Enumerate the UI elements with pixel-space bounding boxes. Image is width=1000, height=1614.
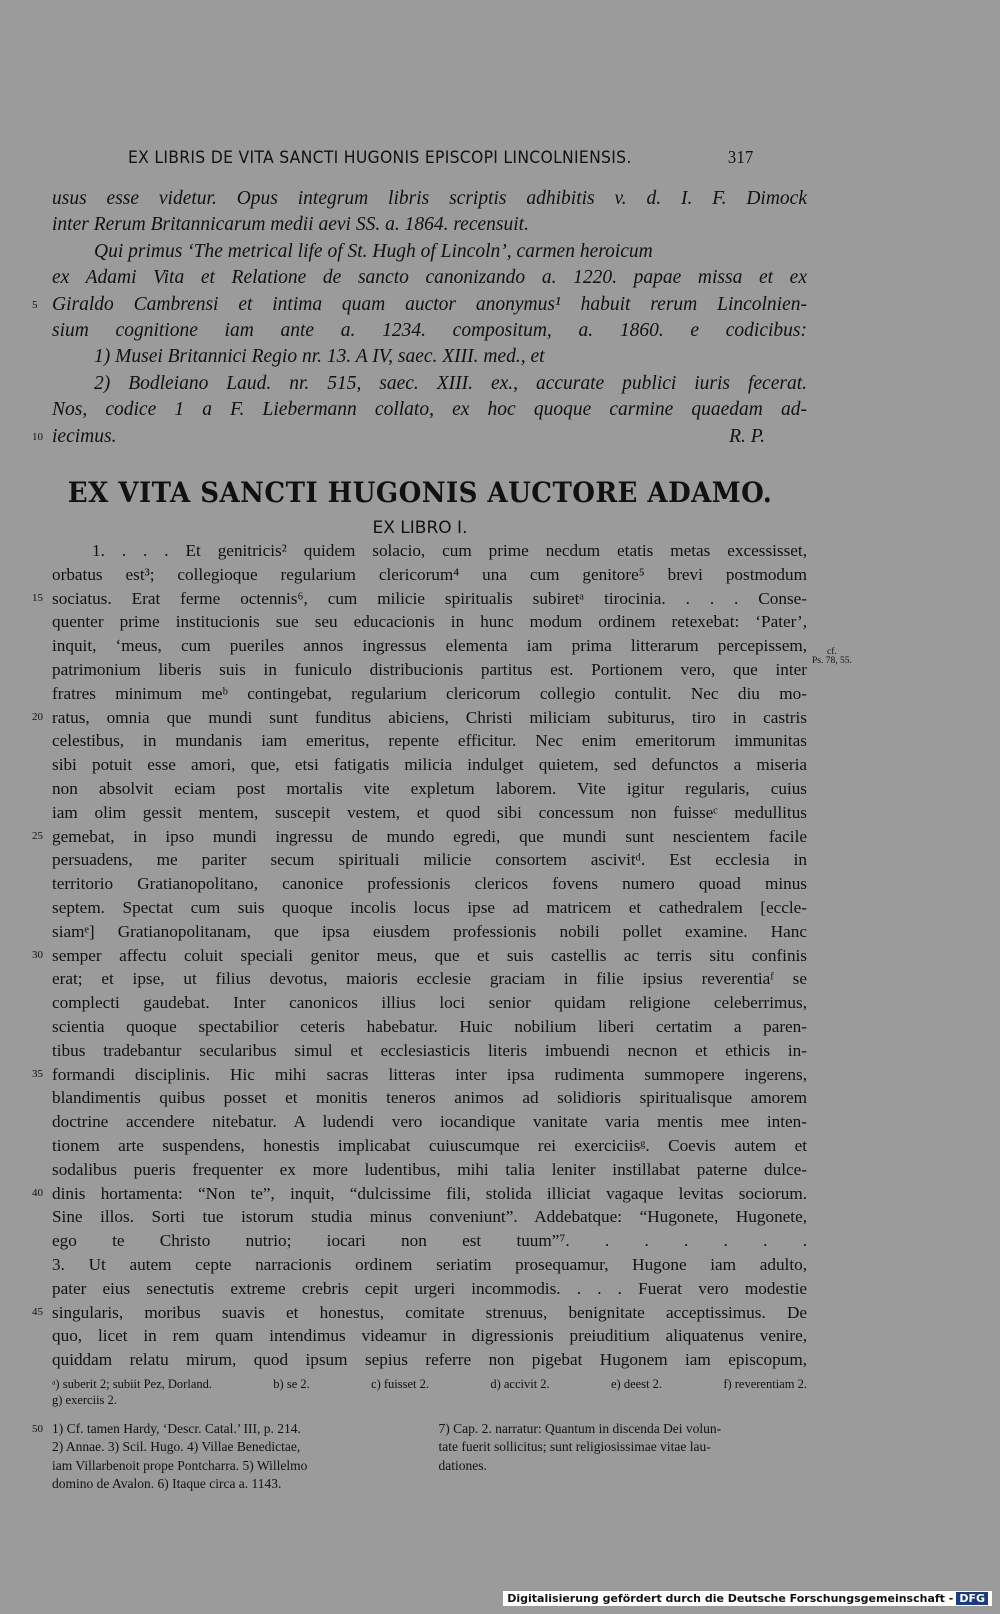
text-line	[52, 634, 807, 658]
line-text: patrimonium liberis suis in funiculo distribucionis partitus est. Portionem vero, que inter	[52, 659, 807, 679]
line-number: 40	[32, 1186, 43, 1199]
line-text: Giraldo Cambrensi et intima quam auctor anonymus¹ habuit rerum Lincolnien-	[52, 293, 807, 315]
footnote-line	[52, 1457, 421, 1475]
line-number: 10	[32, 430, 43, 443]
text-line	[52, 344, 807, 370]
text-line	[52, 1277, 807, 1301]
line-number: 50	[32, 1423, 43, 1435]
text-line	[32, 587, 807, 611]
text-line	[52, 848, 807, 872]
variant-note: d) accivit 2.	[490, 1377, 550, 1391]
text-line	[52, 239, 807, 265]
line-text: persuadens, me pariter secum spirituali milicie consortem ascivitᵈ. Est ecclesia in	[52, 850, 807, 870]
line-text: doctrine accendere nitebatur. A ludendi vero iocandique vanitate varia mentis mee inten-	[52, 1112, 807, 1132]
footnotes	[32, 1420, 807, 1494]
line-number: 25	[32, 829, 43, 842]
text-line	[52, 371, 807, 397]
variant-note: f) reverentiam 2.	[723, 1377, 807, 1391]
text-line	[32, 424, 807, 450]
variant-note: b) se 2.	[273, 1377, 310, 1391]
line-text: iam olim gessit mentem, suscepit vestem, et quod sibi concessum non fuisseᶜ medullitus	[52, 802, 807, 822]
line-text: orbatus est³; collegioque regularium clericorum⁴ una cum genitore⁵ brevi postmodum	[52, 564, 807, 584]
text-line	[52, 212, 807, 238]
footnote-line	[52, 1475, 421, 1493]
text-line	[32, 944, 807, 968]
line-number: 20	[32, 710, 43, 723]
footnote-text: 2) Annae. 3) Scil. Hugo. 4) Villae Benedictae,	[52, 1439, 301, 1455]
line-text: erat; et ipse, ut filius devotus, maioris ecclesie graciam in filie ipsius reverentiaᶠ se	[52, 969, 807, 989]
text-line	[52, 1039, 807, 1063]
text-line	[52, 896, 807, 920]
text-line	[32, 825, 807, 849]
variant-apparatus	[52, 1376, 807, 1408]
line-number: 15	[32, 591, 43, 604]
text-line	[52, 610, 807, 634]
text-line	[52, 1110, 807, 1134]
introduction	[32, 186, 807, 450]
line-text: Nos, codice 1 a F. Liebermann collato, ex hoc quoque carmine quaedam ad-	[52, 399, 807, 421]
variant-note: c) fuisset 2.	[371, 1377, 430, 1391]
line-text: singularis, moribus suavis et honestus, comitate strenuus, benignitate acceptissimus. De	[52, 1302, 807, 1322]
line-text: formandi disciplinis. Hic mihi sacras litteras inter ipsa rudimenta summopere ingerens,	[52, 1064, 807, 1084]
line-number: 45	[32, 1305, 43, 1318]
line-text: Qui primus ‘The metrical life of St. Hugh of Lincoln’, carmen heroicum	[94, 240, 653, 262]
text-line	[52, 658, 807, 682]
line-text: sodalibus pueris frequenter ex more ludentibus, mihi talia leniter instillabat paterne dulce-	[52, 1159, 807, 1179]
line-text: semper affectu coluit speciali genitor meus, que et suis castellis ac terris situ confinis	[52, 945, 807, 965]
variant-note-g: g) exerciis 2.	[52, 1393, 117, 1407]
footnotes-right-column	[439, 1420, 808, 1494]
line-text: pater eius senectutis extreme crebris cepit urgeri incommodis. . . . Fuerat vero modestie	[52, 1278, 807, 1298]
text-line	[52, 872, 807, 896]
section-subtitle: EX LIBRO I.	[372, 518, 468, 538]
margin-note-ref: Ps. 78, 55.	[812, 656, 852, 666]
text-line	[52, 265, 807, 291]
text-line	[52, 729, 807, 753]
footnotes-left-column	[32, 1420, 421, 1494]
line-number: 30	[32, 948, 43, 961]
text-line	[52, 1015, 807, 1039]
line-text: ego te Christo nutrio; iocari non est tuum”⁷. . . . . . .	[52, 1231, 807, 1251]
line-text: 1. . . . Et genitricis² quidem solacio, cum prime necdum etatis metas excessisset,	[92, 541, 807, 560]
text-line	[52, 1324, 807, 1348]
text-line	[52, 563, 807, 587]
line-number: 35	[32, 1067, 43, 1080]
text-line	[52, 801, 807, 825]
line-text: ex Adami Vita et Relatione de sancto canonizando a. 1220. papae missa et ex	[52, 267, 807, 289]
line-text: 3. Ut autem cepte narracionis ordinem seriatim prosequamur, Hugone iam adulto,	[52, 1254, 807, 1274]
footnote-line: dationes.	[438, 1457, 487, 1473]
line-text: blandimentis quibus posset et monitis teneros animos ad solidioris spiritualisque amorem	[52, 1088, 807, 1108]
page-number: 317	[727, 147, 754, 167]
line-text: celestibus, in mundanis iam emeritus, repente efficitur. Nec enim emeritorum immunitas	[52, 731, 807, 751]
line-text: quiddam relatu mirum, quod ipsum sepius referre non pigebat Hugonem iam episcopum,	[52, 1350, 807, 1370]
running-head	[128, 147, 754, 168]
text-line	[32, 706, 807, 730]
line-text: usus esse videtur. Opus integrum libris scriptis adhibitis v. d. I. F. Dimock	[52, 188, 807, 209]
margin-note-cf: cf.	[827, 647, 837, 657]
text-line	[52, 1205, 807, 1229]
line-text: tibus tradebantur secularibus simul et ecclesiasticis literis imbuendi necnon et ethicis in-	[52, 1040, 807, 1060]
text-line	[52, 1253, 807, 1277]
line-text: inter Rerum Britannicarum medii aevi SS. a. 1864. recensuit.	[52, 214, 529, 236]
line-text: territorio Gratianopolitano, canonice professionis clericos fovens numero quoad minus	[52, 874, 807, 894]
line-text: tionem arte suspendens, honestis implicabat cuiuscumque rei exerciciisᵍ. Coevis autem et	[52, 1135, 807, 1155]
line-text: 1) Musei Britannici Regio nr. 13. A IV, saec. XIII. med., et	[94, 346, 545, 368]
footnote-text: domino de Avalon. 6) Itaque circa a. 1143.	[52, 1476, 282, 1492]
line-text: iecimus.	[52, 425, 117, 447]
footnote-text: 1) Cf. tamen Hardy, ‘Descr. Catal.’ III, p. 214.	[52, 1421, 301, 1436]
line-text: inquit, ‘meus, cum pueriles annos ingressus elementa iam prima litterarum percepissem,	[52, 636, 807, 656]
line-text: gemebat, in ipso mundi ingressu de mundo egredi, que mundi sunt nescientem facile	[52, 826, 807, 846]
text-line	[52, 753, 807, 777]
line-text: sibi potuit esse amori, que, etsi fatigatis milicia indulget quietem, sed defunctos a miseria	[52, 755, 807, 775]
line-text: siamᵉ] Gratianopolitanam, que ipsa eiusdem professionis nobili pollet examine. Hanc	[52, 921, 807, 941]
line-number: 5	[32, 298, 38, 311]
footnote-line	[32, 1420, 421, 1438]
text-line	[52, 1158, 807, 1182]
text-line	[52, 1134, 807, 1158]
text-line	[32, 1301, 807, 1325]
text-line	[52, 920, 807, 944]
text-line	[52, 539, 807, 563]
line-text: ratus, omnia que mundi sunt funditus abiciens, Christi miliciam subiturus, tiro in castris	[52, 707, 807, 727]
line-text: fratres minimum meᵇ contingebat, regularium clericorum collegio contulit. Nec diu mo-	[52, 683, 807, 703]
text-line	[52, 318, 807, 344]
text-line	[52, 1348, 807, 1372]
text-line	[52, 1229, 807, 1253]
text-line	[32, 1063, 807, 1087]
dfg-logo: DFG	[956, 1592, 988, 1605]
text-line	[52, 1086, 807, 1110]
intro-signature: R. P.	[729, 425, 765, 447]
section-title: EX VITA SANCTI HUGONIS AUCTORE ADAMO.	[67, 476, 773, 509]
text-line	[52, 186, 807, 212]
text-line	[52, 967, 807, 991]
line-text: complecti gaudebat. Inter canonicos illius loci senior quidam religione celeberrimus,	[52, 993, 807, 1013]
line-text: quo, licet in rem quam intendimus videamur in digressionis preiuditium aliquatenus venire,	[52, 1326, 807, 1346]
text-line	[32, 292, 807, 318]
footnote-line	[52, 1438, 421, 1456]
footnote-line: tate fuerit sollicitus; sunt religiosissimae vitae lau-	[438, 1439, 711, 1455]
variant-note: ᵃ) suberit 2; subiit Pez, Dorland.	[52, 1377, 212, 1391]
running-head-title: EX LIBRIS DE VITA SANCTI HUGONIS EPISCOPI LINCOLNIENSIS.	[128, 148, 632, 168]
text-line	[52, 777, 807, 801]
text-line	[52, 682, 807, 706]
line-text: sociatus. Erat ferme octennis⁶, cum milicie spiritualis subiretᵃ tirocinia. . . . Conse-	[52, 588, 807, 608]
line-text: scientia quoque spectabilior ceteris habebatur. Huic nobilium liberi certatim a paren-	[52, 1016, 807, 1036]
main-text	[32, 539, 807, 1372]
digitization-credit	[503, 1591, 992, 1606]
credit-text: Digitalisierung gefördert durch die Deutsche Forschungsgemeinschaft -	[507, 1592, 954, 1605]
text-line	[32, 1182, 807, 1206]
variant-notes-row	[52, 1376, 807, 1392]
footnote-line: 7) Cap. 2. narratur: Quantum in discenda Dei volun-	[438, 1421, 722, 1436]
line-text: 2) Bodleiano Laud. nr. 515, saec. XIII. ex., accurate publici iuris fecerat.	[94, 372, 807, 394]
variant-note: e) deest 2.	[610, 1377, 663, 1391]
line-text: quenter prime institucionis sue seu educacionis in hunc modum ordinem retexebat: ‘Pater’,	[52, 612, 807, 632]
margin-note	[812, 648, 852, 666]
footnote-text: iam Villarbenoit prope Pontcharra. 5) Willelmo	[52, 1457, 308, 1473]
line-text: Sine illos. Sorti tue istorum studia minus conveniunt”. Addebatque: “Hugonete, Hugonete,	[52, 1207, 807, 1227]
line-text: non absolvit eciam post mortalis vite expletum laborem. Vite igitur regularis, cuius	[52, 778, 807, 798]
line-text: septem. Spectat cum suis quoque incolis locus ipse ad matricem et cathedralem [eccle-	[52, 897, 807, 917]
text-line	[52, 991, 807, 1015]
line-text: sium cognitione iam ante a. 1234. compositum, a. 1860. e codicibus:	[52, 319, 807, 341]
line-text: dinis hortamenta: “Non te”, inquit, “dulcissime fili, stolida illiciat vagaque levitas sociorum.	[52, 1183, 807, 1203]
text-line	[52, 397, 807, 423]
